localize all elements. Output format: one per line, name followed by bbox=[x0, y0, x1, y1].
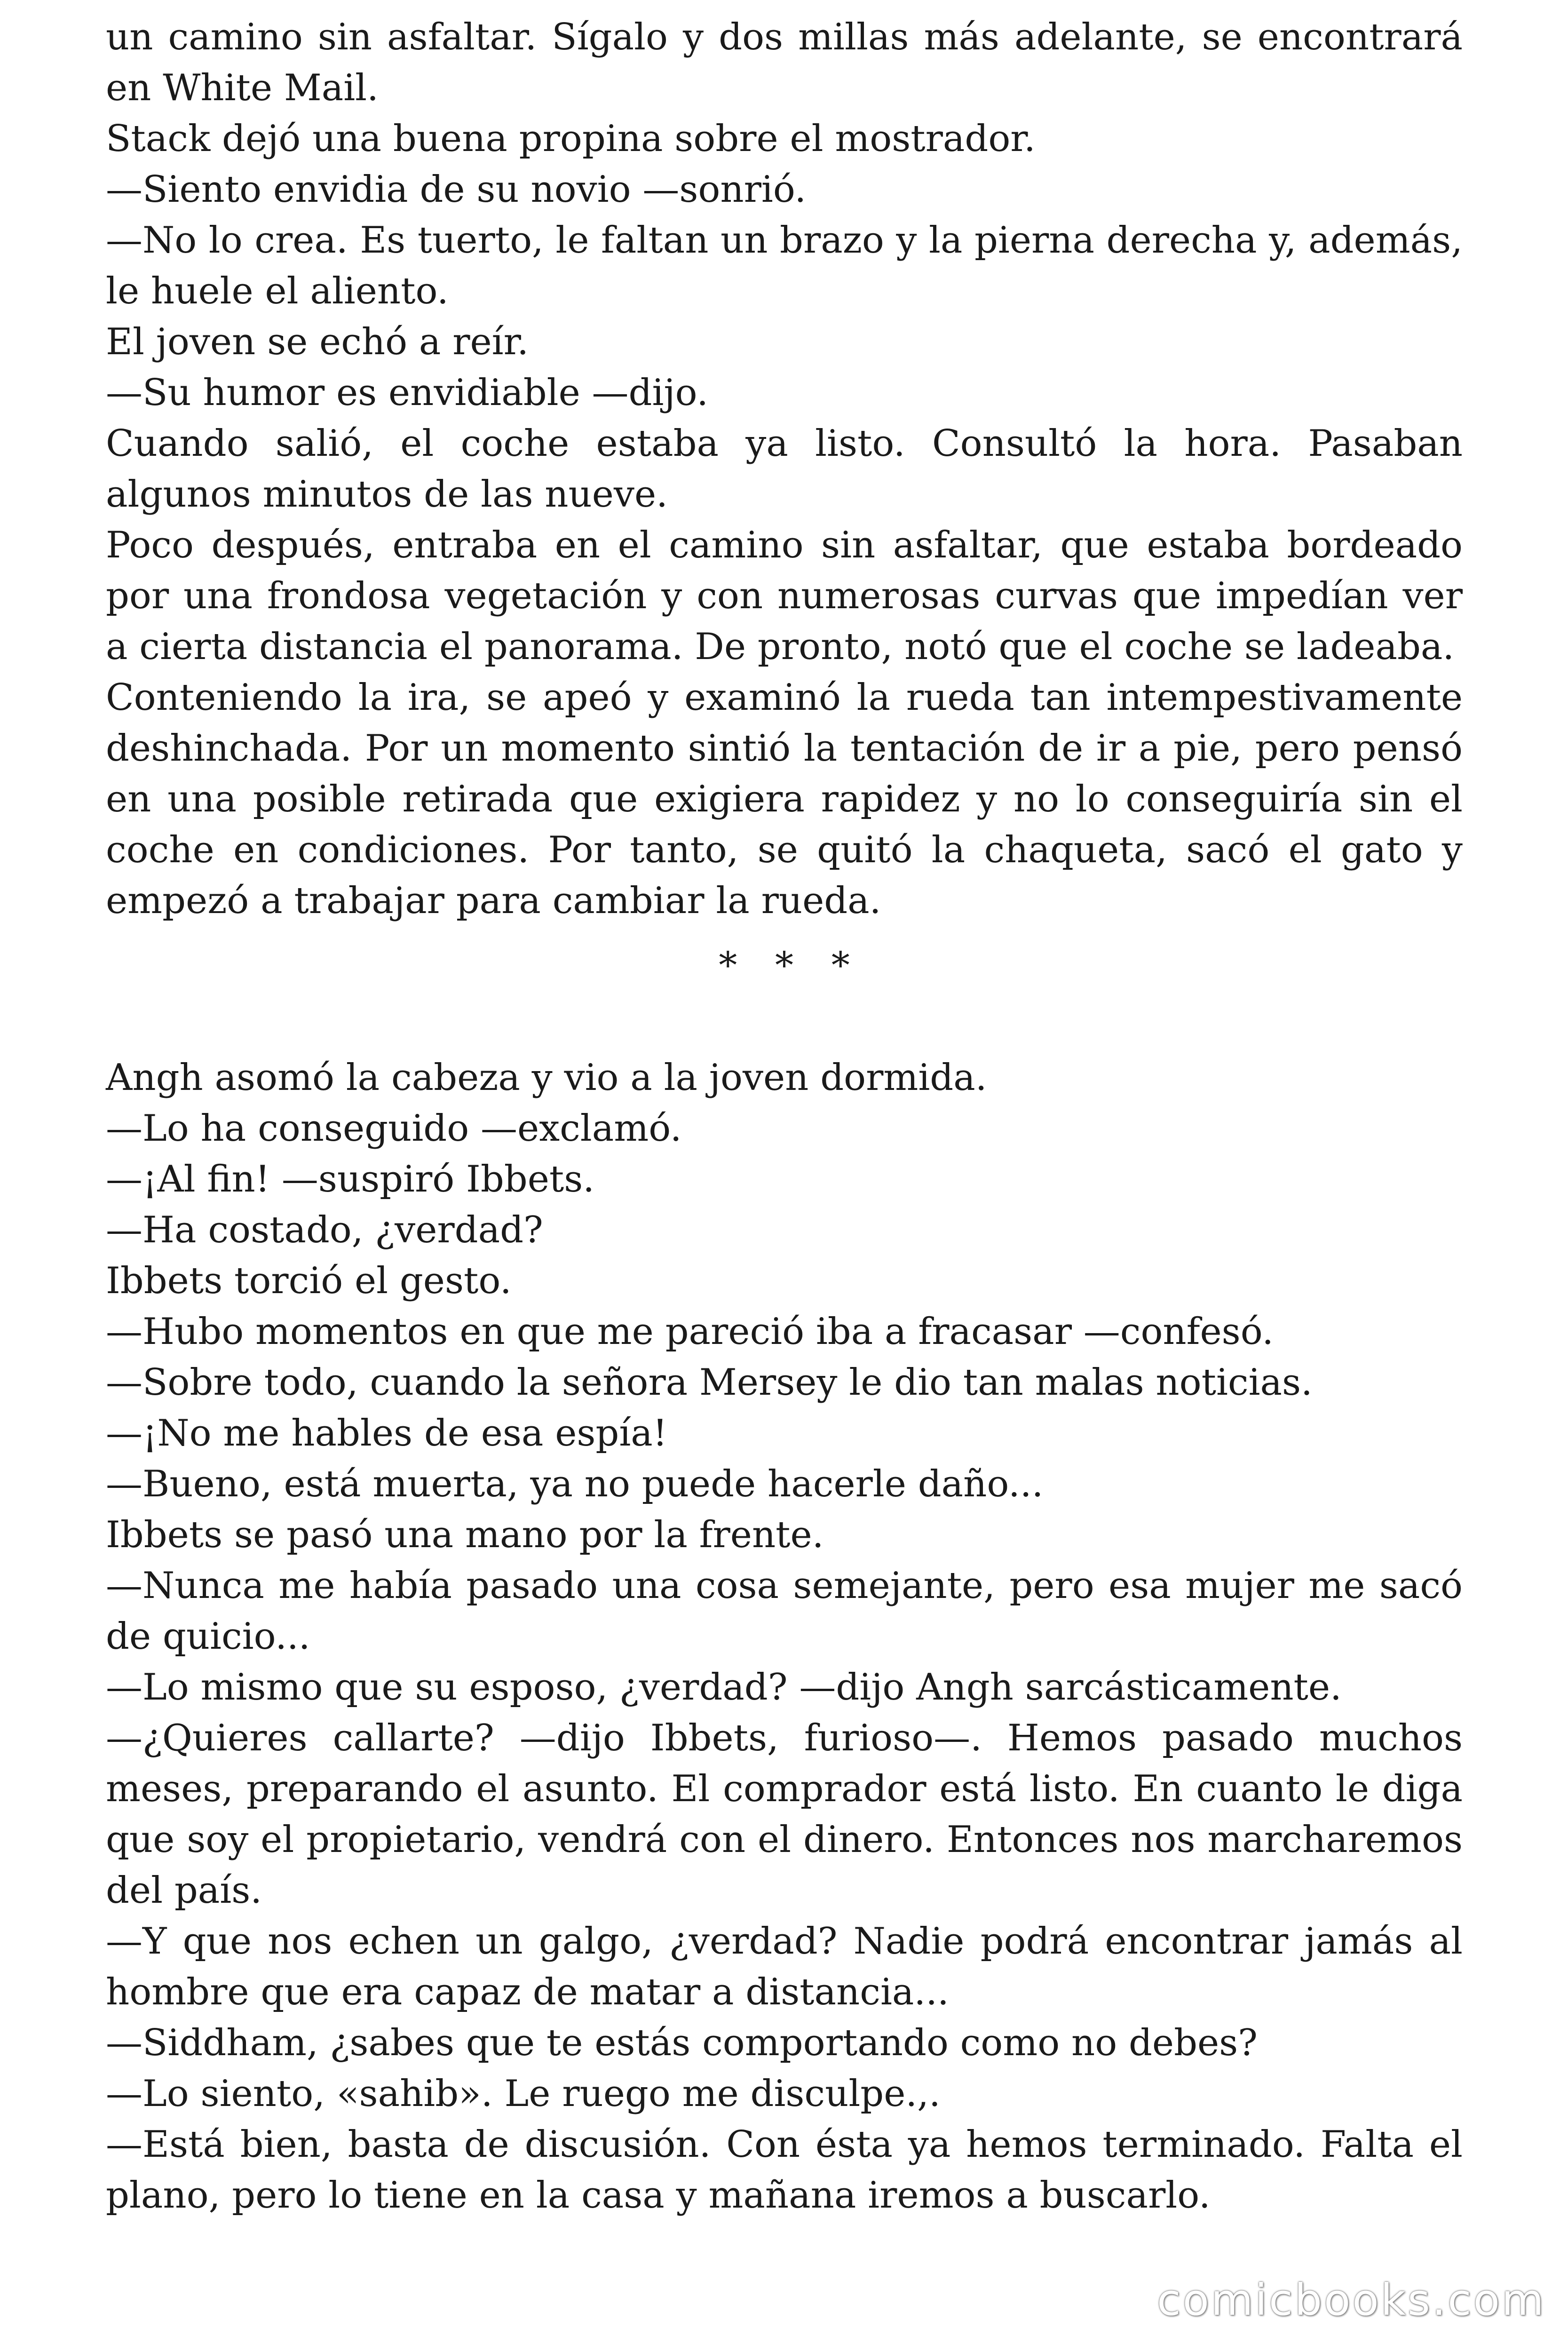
paragraph: —Siddham, ¿sabes que te estás comportando como no debes? bbox=[106, 2022, 1258, 2064]
paragraph: —Ha costado, ¿verdad? bbox=[106, 1209, 543, 1251]
watermark: comicbooks.com bbox=[1157, 2275, 1546, 2325]
paragraph: —Lo mismo que su esposo, ¿verdad? —dijo Angh sarcásticamente. bbox=[106, 1666, 1342, 1708]
paragraph: Stack dejó una buena propina sobre el mostrador. bbox=[106, 118, 1036, 160]
paragraph: —¡Al fin! —suspiró Ibbets. bbox=[106, 1158, 595, 1200]
section-separator: * * * bbox=[719, 945, 863, 987]
paragraph: —Sobre todo, cuando la señora Mersey le dio tan malas noticias. bbox=[106, 1361, 1313, 1404]
paragraph: —Y que nos echen un galgo, ¿verdad? Nadie podrá encontrar jamás al hombre que era capaz de matar a distancia... bbox=[106, 1920, 1463, 2013]
paragraph: —Lo siento, «sahib». Le ruego me disculpe.,. bbox=[106, 2073, 941, 2115]
paragraph: El joven se echó a reír. bbox=[106, 321, 529, 363]
page-text bbox=[106, 12, 1463, 2221]
paragraph: —Está bien, basta de discusión. Con ésta ya hemos terminado. Falta el plano, pero lo tiene en la casa y mañana iremos a buscarlo. bbox=[106, 2123, 1463, 2217]
paragraph: —¿Quieres callarte? —dijo Ibbets, furioso—. Hemos pasado muchos meses, preparando el asunto. El comprador está listo. En cuanto le diga que soy el propietario, vendrá con el dinero. Entonces nos marcharemos del país. bbox=[106, 1717, 1463, 1912]
paragraph: —Siento envidia de su novio —sonrió. bbox=[106, 168, 807, 211]
paragraph: Poco después, entraba en el camino sin asfaltar, que estaba bordeado por una frondosa vegetación y con numerosas curvas que impedían ver a cierta distancia el panorama. De pronto, notó que el coche se ladeaba. bbox=[106, 524, 1463, 668]
paragraph: Cuando salió, el coche estaba ya listo. Consultó la hora. Pasaban algunos minutos de las nueve. bbox=[106, 422, 1463, 516]
paragraph: —Nunca me había pasado una cosa semejante, pero esa mujer me sacó de quicio... bbox=[106, 1565, 1463, 1658]
paragraph: —¡No me hables de esa espía! bbox=[106, 1412, 668, 1454]
paragraph: un camino sin asfaltar. Sígalo y dos millas más adelante, se encontrará en White Mail. bbox=[106, 16, 1463, 109]
paragraph: Ibbets torció el gesto. bbox=[106, 1260, 512, 1302]
paragraph: —Bueno, está muerta, ya no puede hacerle daño... bbox=[106, 1463, 1044, 1505]
paragraph: —Hubo momentos en que me pareció iba a fracasar —confesó. bbox=[106, 1311, 1274, 1353]
paragraph: —Su humor es envidiable —dijo. bbox=[106, 372, 708, 414]
paragraph: —Lo ha conseguido —exclamó. bbox=[106, 1107, 682, 1150]
paragraph: Ibbets se pasó una mano por la frente. bbox=[106, 1514, 824, 1556]
paragraph: Angh asomó la cabeza y vio a la joven dormida. bbox=[106, 1057, 987, 1099]
paragraph: —No lo crea. Es tuerto, le faltan un brazo y la pierna derecha y, además, le huele el aliento. bbox=[106, 219, 1463, 312]
paragraph: Conteniendo la ira, se apeó y examinó la rueda tan intempestivamente deshinchada. Por un momento sintió la tentación de ir a pie, pero pensó en una posible retirada que exigiera rapidez y no lo conseguiría sin el coche en condiciones. Por tanto, se quitó la chaqueta, sacó el gato y empezó a trabajar para cambiar la rueda. bbox=[106, 676, 1463, 922]
